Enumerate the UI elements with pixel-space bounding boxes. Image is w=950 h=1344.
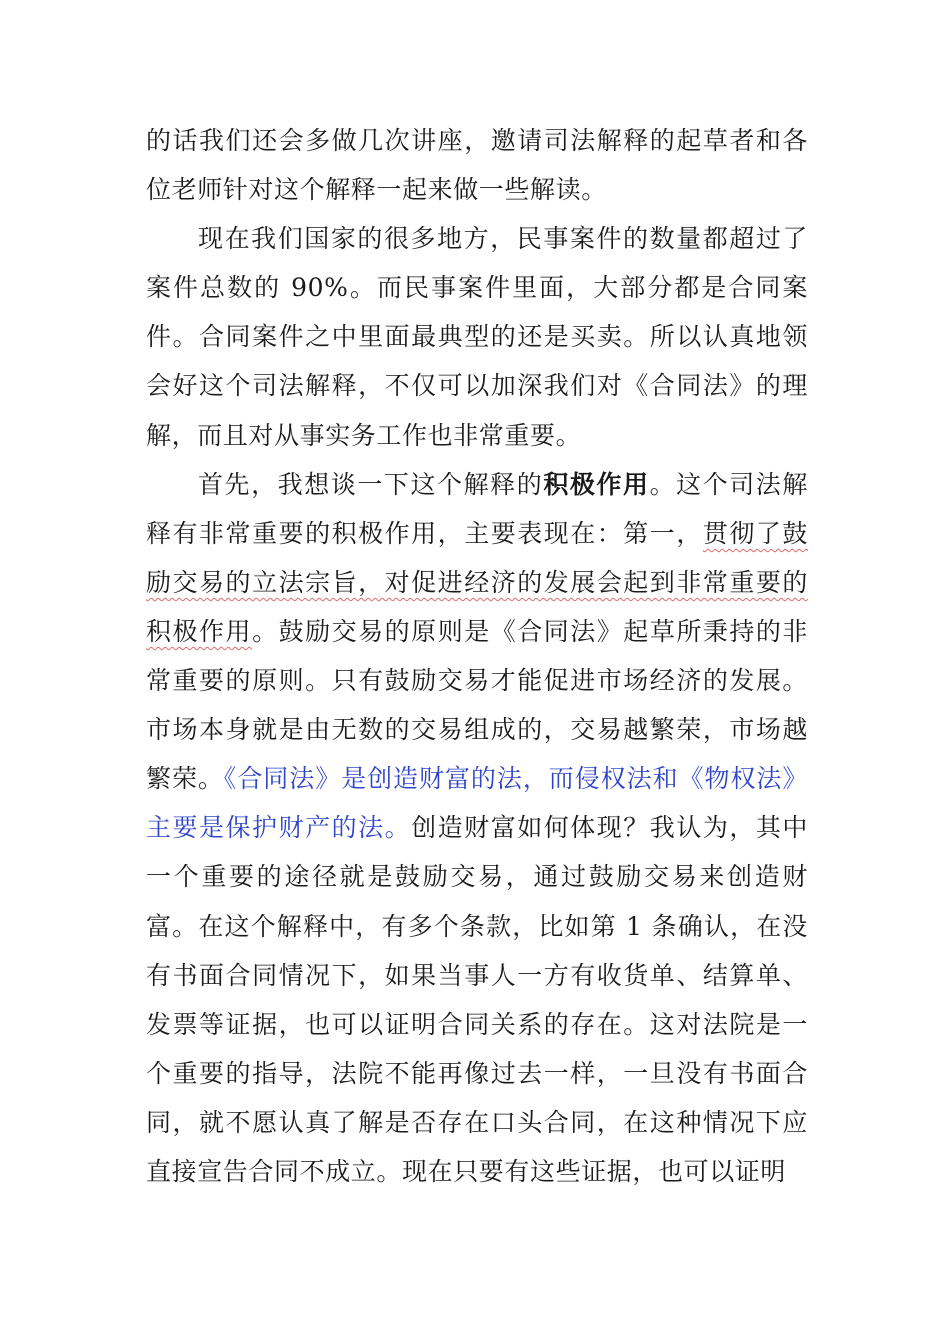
bold-term: 积极作用 <box>543 469 650 499</box>
paragraph-3-part-2: 。这个司法解释有非常重要的积极作用，主要表现在：第一， <box>146 469 808 548</box>
paragraph-2: 现在我们国家的很多地方，民事案件的数量都超过了案件总数的 90%。而民事案件里面，大部分都是合同案件。合同案件之中里面最典型的还是买卖。所以认真地领会好这个司法解释，不仅可以加深我们对《合同法》的理解，而且对从事实务工作也非常重要。 <box>146 224 808 450</box>
paragraph-3 <box>146 460 808 1196</box>
paragraph-3-part-1: 首先，我想谈一下这个解释的 <box>198 469 544 499</box>
document-body <box>146 116 808 1196</box>
paragraph-3-part-4: 创造财富如何体现？我认为，其中一个重要的途径就是鼓励交易，通过鼓励交易来创造财富。在这个解释中，有多个条款，比如第 1 条确认，在没有书面合同情况下，如果当事人一方有收货单、结算单、发票等证据，也可以证明合同关系的存在。这对法院是一个重要的指导，法院不能再像过去一样，一旦没有书面合同，就不愿认真了解是否存在口头合同，在这种情况下应直接宣告合同不成立。现在只要有这些证据，也可以证明 <box>146 813 808 1186</box>
highlighted-blue-text: 《合同法》是创造财富的法，而侵权法和《物权法》主要是保护财产的法。 <box>146 764 808 843</box>
paragraph-1: 的话我们还会多做几次讲座，邀请司法解释的起草者和各位老师针对这个解释一起来做一些解读。 <box>146 126 808 205</box>
paragraph-3-part-3: 。鼓励交易的原则是《合同法》起草所秉持的非常重要的原则。只有鼓励交易才能促进市场经济的发展。市场本身就是由无数的交易组成的，交易越繁荣，市场越繁荣。 <box>146 616 809 794</box>
spellcheck-underlined-text[interactable]: 贯彻了鼓励交易的立法宗旨，对促进经济的发展会起到非常重要的积极作用 <box>146 518 808 646</box>
